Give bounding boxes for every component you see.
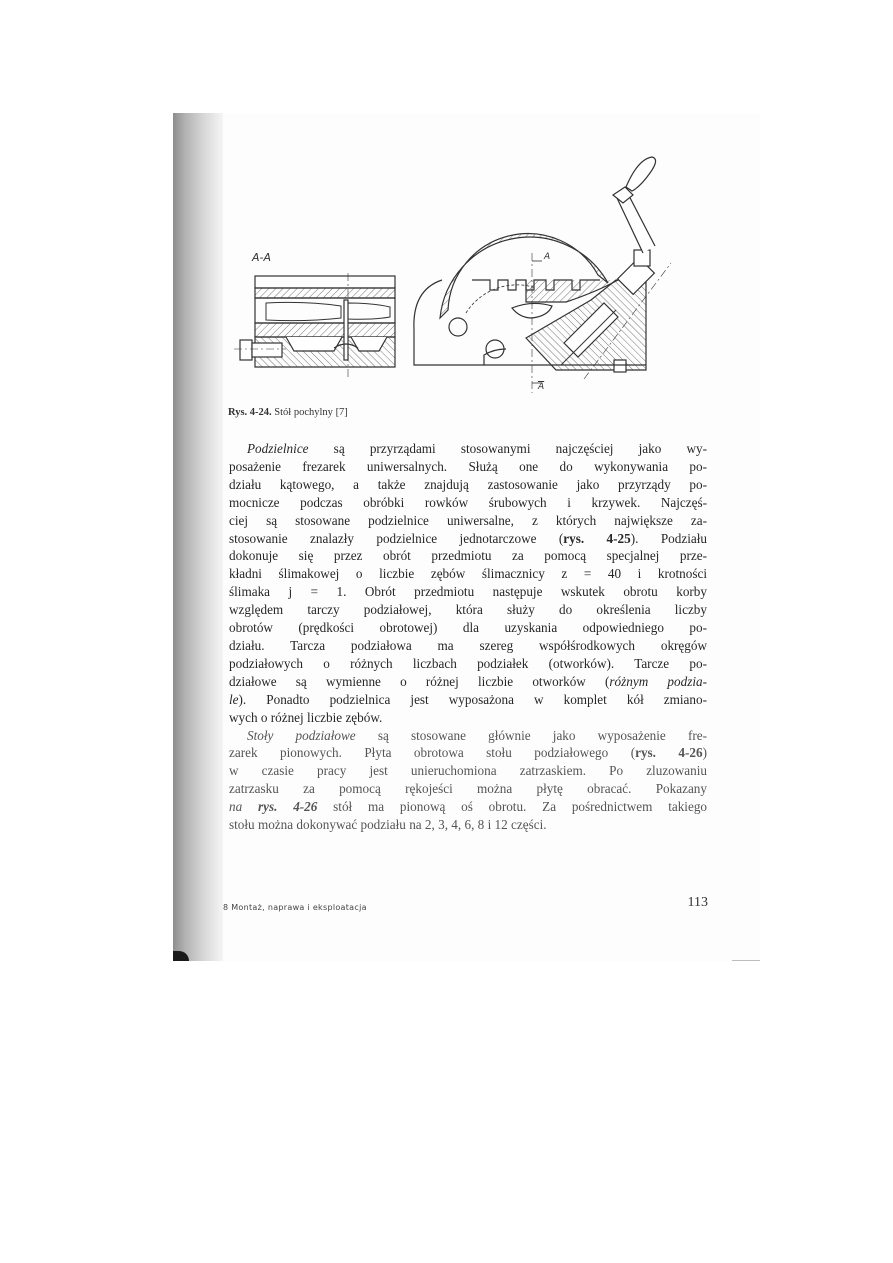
paragraph-podzielnice: Podzielnice są przyrządami stosowanymi najczęściej jako wy- posażenie frezarek uniwersalnych. Służą one do wykonywania po- działu kątowego, a także znajdują zastosowanie jako przyrządy po- mocnicze podczas obróbki rowków śrubowych i krzywek. Najczęś- ciej są stosowane podzielnice uniwersalne, z których największe za- stosowanie znalazły podzielnice jednotarczowe (rys. 4-25). Podziału dokonuje się przez obrót przedmiotu za pomocą specjalnej prze- kładni ślimakowej o liczbie zębów ślimacznicy z = 40 i krotności ślimaka j = 1. Obrót przedmiotu następuje wskutek obrotu korby względem tarczy podziałowej, która służy do określenia liczby obrotów (prędkości obrotowej) dla uzyskania odpowiedniego po- działu. Tarcza podziałowa ma szereg współśrodkowych okręgów podziałowych o różnych liczbach podziałek (otworków). Tarcze po- działowe są wymienne o różnej liczbie otworków (różnym podzia- le). Ponadto podzielnica jest wyposażona w komplet kół zmiano- wych o różnej liczbie zębów.: [229, 441, 707, 725]
figure-reference-4-26: rys. 4-26: [635, 745, 703, 761]
paragraph-stoly-podzialowe: Stoły podziałowe są stosowane głównie jako wyposażenie fre- zarek pionowych. Płyta obrotowa stołu podziałowego (rys. 4-26) w czasie pracy jest unieruchomiona zatrzaskiem. Po zluzowaniu zatrzasku za pomocą rękojeści można płytę obracać. Pokazany na rys. 4-26 stół ma pionową oś obrotu. Za pośrednictwem takiego stołu można dokonywać podziału na 2, 3, 4, 6, 8 i 12 części.: [229, 727, 708, 833]
caption-ref: [7]: [335, 407, 348, 418]
section-label: A-A: [252, 251, 272, 264]
body-text: [229, 440, 707, 834]
cut-label-top: A: [544, 252, 551, 262]
figure-reference-4-26-inline: rys. 4-26: [257, 799, 318, 815]
page-number: 113: [687, 895, 708, 910]
scan-edge-mark: [732, 960, 760, 961]
figure-caption: [228, 407, 348, 418]
figure-reference-4-25: rys. 4-25: [563, 530, 631, 546]
book-signature: 8 Montaż, naprawa i eksploatacja: [223, 903, 367, 912]
technical-drawing: [226, 133, 726, 405]
cut-label-bottom: $\overline{A}$: [538, 382, 545, 392]
figure-tilting-table: [226, 133, 726, 405]
term-stoly-podzialowe: Stoły podziałowe: [247, 727, 356, 743]
term-podzielnice: Podzielnice: [247, 441, 309, 456]
caption-title: Stół pochylny: [274, 407, 333, 418]
binding-shadow: [173, 113, 223, 961]
scanned-page: [173, 113, 760, 961]
caption-prefix: Rys. 4-24.: [228, 407, 272, 418]
